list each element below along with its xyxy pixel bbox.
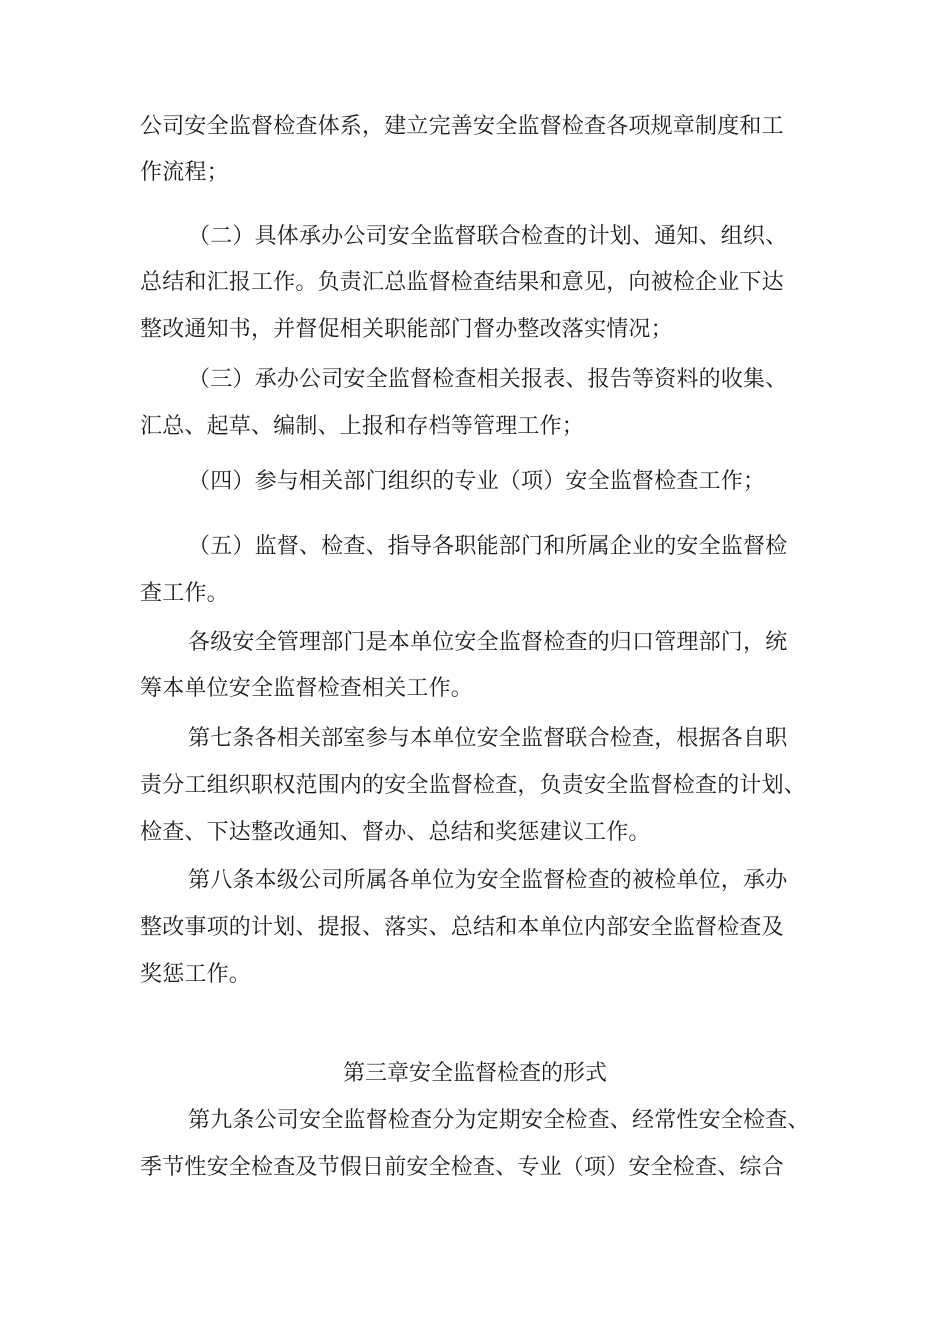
paragraph-1-line-2: 作流程； — [140, 160, 229, 185]
paragraph-7-line-2: 责分工组织职权范围内的安全监督检查，负责安全监督检查的计划、 — [140, 773, 807, 798]
paragraph-6-line-2: 筹本单位安全监督检查相关工作。 — [140, 676, 474, 701]
paragraph-8-line-1: 第八条本级公司所属各单位为安全监督检查的被检单位，承办 — [188, 868, 788, 893]
paragraph-7-line-1: 第七条各相关部室参与本单位安全监督联合检查，根据各自职 — [188, 726, 788, 751]
paragraph-7-line-3: 检查、下达整改通知、督办、总结和奖惩建议工作。 — [140, 820, 651, 845]
paragraph-4-line-1: （四）参与相关部门组织的专业（项）安全监督检查工作； — [188, 469, 766, 494]
paragraph-3-line-1: （三）承办公司安全监督检查相关报表、报告等资料的收集、 — [188, 367, 788, 392]
paragraph-9-line-2: 季节性安全检查及节假日前安全检查、专业（项）安全检查、综合 — [140, 1155, 784, 1180]
paragraph-8-line-2: 整改事项的计划、提报、落实、总结和本单位内部安全监督检查及 — [140, 915, 784, 940]
paragraph-5-line-2: 查工作。 — [140, 581, 229, 606]
paragraph-1-line-1: 公司安全监督检查体系，建立完善安全监督检查各项规章制度和工 — [140, 114, 784, 139]
paragraph-8-line-3: 奖惩工作。 — [140, 962, 252, 987]
paragraph-3-line-2: 汇总、起草、编制、上报和存档等管理工作； — [140, 414, 585, 439]
paragraph-9-line-1: 第九条公司安全监督检查分为定期安全检查、经常性安全检查、 — [188, 1108, 810, 1133]
paragraph-2-line-2: 总结和汇报工作。负责汇总监督检查结果和意见，向被检企业下达 — [140, 270, 784, 295]
paragraph-2-line-3: 整改通知书，并督促相关职能部门督办整改落实情况； — [140, 317, 673, 342]
paragraph-5-line-1: （五）监督、检查、指导各职能部门和所属企业的安全监督检 — [188, 534, 788, 559]
paragraph-2-line-1: （二）具体承办公司安全监督联合检查的计划、通知、组织、 — [188, 224, 788, 249]
paragraph-6-line-1: 各级安全管理部门是本单位安全监督检查的归口管理部门，统 — [188, 630, 788, 655]
chapter-title: 第三章安全监督检查的形式 — [342, 1061, 607, 1086]
